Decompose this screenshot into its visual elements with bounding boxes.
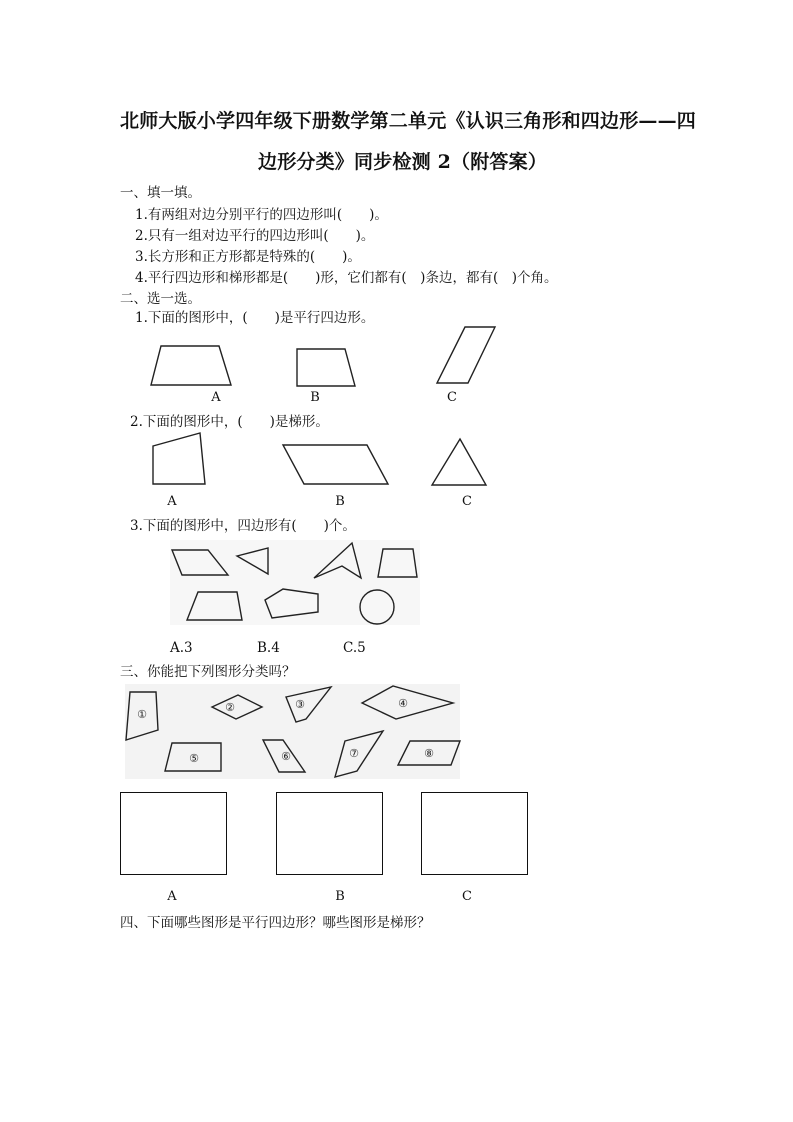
q1-label-c: C [447,390,457,405]
q3-option-c: C.5 [343,640,366,656]
page-title-line-2: 边形分类》同步检测 2（附答案） [258,151,548,173]
section-3-heading: 三、你能把下列图形分类吗？ [120,664,296,680]
section-4-heading: 四、下面哪些图形是平行四边形？哪些图形是梯形？ [120,915,431,931]
q1-label-b: B [310,390,320,405]
section-2-heading: 二、选一选。 [120,291,201,307]
s3-number-3: ③ [295,698,305,711]
s3-number-5: ⑤ [189,752,199,765]
q1-label-a: A [211,390,221,405]
question-3: 3.下面的图形中，四边形有( )个。 [130,518,356,534]
s3-number-2: ② [225,701,235,714]
question-1: 1.下面的图形中，( )是平行四边形。 [135,310,375,326]
q2-label-c: C [462,494,472,509]
section-1-item-4: 4.平行四边形和梯形都是( )形，它们都有( )条边，都有( )个角。 [135,270,558,286]
section-1-item-3: 3.长方形和正方形都是特殊的( )。 [135,249,361,265]
s3-number-8: ⑧ [424,747,434,760]
classify-box-c[interactable] [421,792,528,875]
s3-number-7: ⑦ [349,747,359,760]
q3-option-a: A.3 [170,640,193,656]
question-2: 2.下面的图形中，( )是梯形。 [130,414,329,430]
q3-option-b: B.4 [257,640,280,656]
s3-number-4: ④ [398,697,408,710]
classify-box-b[interactable] [276,792,383,875]
section-1-heading: 一、填一填。 [120,185,201,201]
q2-label-b: B [335,494,345,509]
section-1-item-1: 1.有两组对边分别平行的四边形叫( )。 [135,207,388,223]
classify-label-b: B [335,889,345,904]
s3-number-1: ① [137,708,147,721]
classify-label-c: C [462,889,472,904]
q2-label-a: A [167,494,177,509]
classify-box-a[interactable] [120,792,227,875]
classify-label-a: A [167,889,177,904]
s3-number-6: ⑥ [281,750,291,763]
section-1-item-2: 2.只有一组对边平行的四边形叫( )。 [135,228,375,244]
page-title-line-1: 北师大版小学四年级下册数学第二单元《认识三角形和四边形——四 [120,110,697,132]
